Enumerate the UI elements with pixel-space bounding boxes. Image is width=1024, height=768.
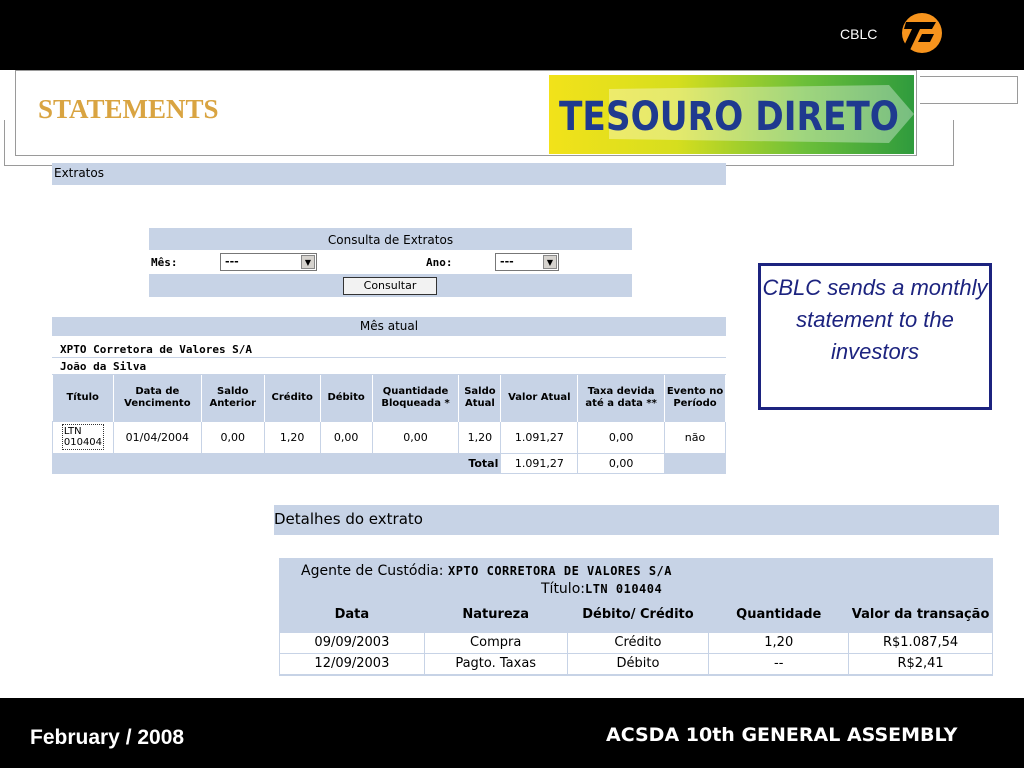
titulo-line — [541, 581, 662, 597]
valor-atual-cell: 1.091,27 — [501, 421, 578, 453]
table-row — [53, 421, 726, 453]
cblc-logo-icon — [896, 12, 946, 54]
chevron-down-icon[interactable]: ▼ — [543, 255, 557, 269]
vencimento-cell: 01/04/2004 — [113, 421, 201, 453]
valor-cell: R$1.087,54 — [849, 632, 993, 653]
mes-atual-title: Mês atual — [52, 317, 726, 336]
titulo-link[interactable] — [62, 424, 104, 450]
natureza-cell: Pagto. Taxas — [424, 653, 567, 674]
col-header: Crédito — [264, 375, 320, 421]
col-header: Saldo Atual — [459, 375, 501, 421]
col-header: Evento no Período — [665, 375, 726, 421]
natureza-cell: Compra — [424, 632, 567, 653]
table-row — [280, 632, 993, 653]
detalhes-panel — [279, 558, 993, 676]
col-header: Taxa devida até a data ** — [578, 375, 665, 421]
brand-text: CBLC — [840, 26, 878, 42]
cliente-name: João da Silva — [60, 360, 147, 373]
slide-title: STATEMENTS — [38, 94, 219, 124]
total-row — [53, 453, 726, 473]
bottom-bar — [0, 698, 1024, 768]
top-bar — [0, 0, 1024, 70]
mes-select[interactable] — [220, 253, 317, 271]
quantidade-cell: 1,20 — [709, 632, 849, 653]
debito-cell: 0,00 — [320, 421, 372, 453]
col-header: Quantidade — [736, 607, 822, 623]
mes-label: Mês: — [151, 256, 178, 269]
partner-logo-text: TESOURO DIRETO — [559, 94, 899, 140]
evento-cell: não — [665, 421, 726, 453]
titulo-value: LTN 010404 — [584, 582, 663, 596]
credito-cell: 1,20 — [264, 421, 320, 453]
mes-select-value: --- — [225, 255, 239, 268]
total-label: Total — [53, 453, 501, 473]
consulta-fields — [149, 250, 632, 274]
divider — [52, 357, 726, 358]
valor-cell: R$2,41 — [849, 653, 993, 674]
quantidade-cell: -- — [709, 653, 849, 674]
debito-credito-cell: Crédito — [567, 632, 709, 653]
footer-event: ACSDA 10th GENERAL ASSEMBLY — [606, 724, 958, 746]
agente-value: XPTO CORRETORA DE VALORES S/A — [447, 564, 672, 578]
data-cell: 09/09/2003 — [280, 632, 425, 653]
table-row — [280, 653, 993, 674]
titulo-cell — [53, 421, 114, 453]
ano-select[interactable] — [495, 253, 559, 271]
qtd-bloqueada-cell: 0,00 — [372, 421, 459, 453]
col-header: Data de Vencimento — [113, 375, 201, 421]
col-header: Débito/ Crédito — [582, 607, 694, 623]
detalhes-header: Detalhes do extrato — [274, 505, 999, 535]
mes-atual-table — [52, 375, 726, 474]
ano-select-value: --- — [500, 255, 514, 268]
callout-box: CBLC sends a monthly statement to the investors — [758, 263, 992, 410]
col-header: Data — [334, 607, 370, 623]
col-header: Débito — [320, 375, 372, 421]
consulta-title: Consulta de Extratos — [327, 233, 454, 247]
col-header: Natureza — [462, 607, 530, 623]
total-empty — [665, 453, 726, 473]
agente-line — [301, 563, 672, 579]
detalhes-table — [279, 598, 993, 675]
consulta-extratos-form — [149, 228, 632, 297]
tesouro-direto-logo — [549, 75, 914, 154]
table-header-row — [53, 375, 726, 421]
titulo-line1: LTN — [63, 426, 82, 437]
titulo-line2: 010404 — [63, 437, 103, 448]
corretora-name: XPTO Corretora de Valores S/A — [60, 343, 253, 356]
saldo-anterior-cell: 0,00 — [201, 421, 264, 453]
mes-atual-panel — [52, 317, 726, 475]
col-header: Quantidade Bloqueada * — [372, 375, 459, 421]
titulo-label: Título: — [541, 581, 585, 597]
saldo-atual-cell: 1,20 — [459, 421, 501, 453]
table-header-row — [280, 598, 993, 632]
agente-label: Agente de Custódia: — [301, 563, 444, 579]
taxa-cell: 0,00 — [578, 421, 665, 453]
col-header: Valor Atual — [501, 375, 578, 421]
consultar-button[interactable]: Consultar — [343, 277, 437, 295]
total-taxa: 0,00 — [578, 453, 665, 473]
col-header: Saldo Anterior — [201, 375, 264, 421]
col-header: Título — [53, 375, 114, 421]
decor-frame — [920, 76, 1018, 104]
extratos-header: Extratos — [52, 163, 726, 185]
total-valor: 1.091,27 — [501, 453, 578, 473]
footer-date: February / 2008 — [30, 726, 185, 749]
data-cell: 12/09/2003 — [280, 653, 425, 674]
chevron-down-icon[interactable]: ▼ — [301, 255, 315, 269]
col-header: Valor da transação — [851, 607, 990, 623]
debito-credito-cell: Débito — [567, 653, 709, 674]
ano-label: Ano: — [426, 256, 453, 269]
